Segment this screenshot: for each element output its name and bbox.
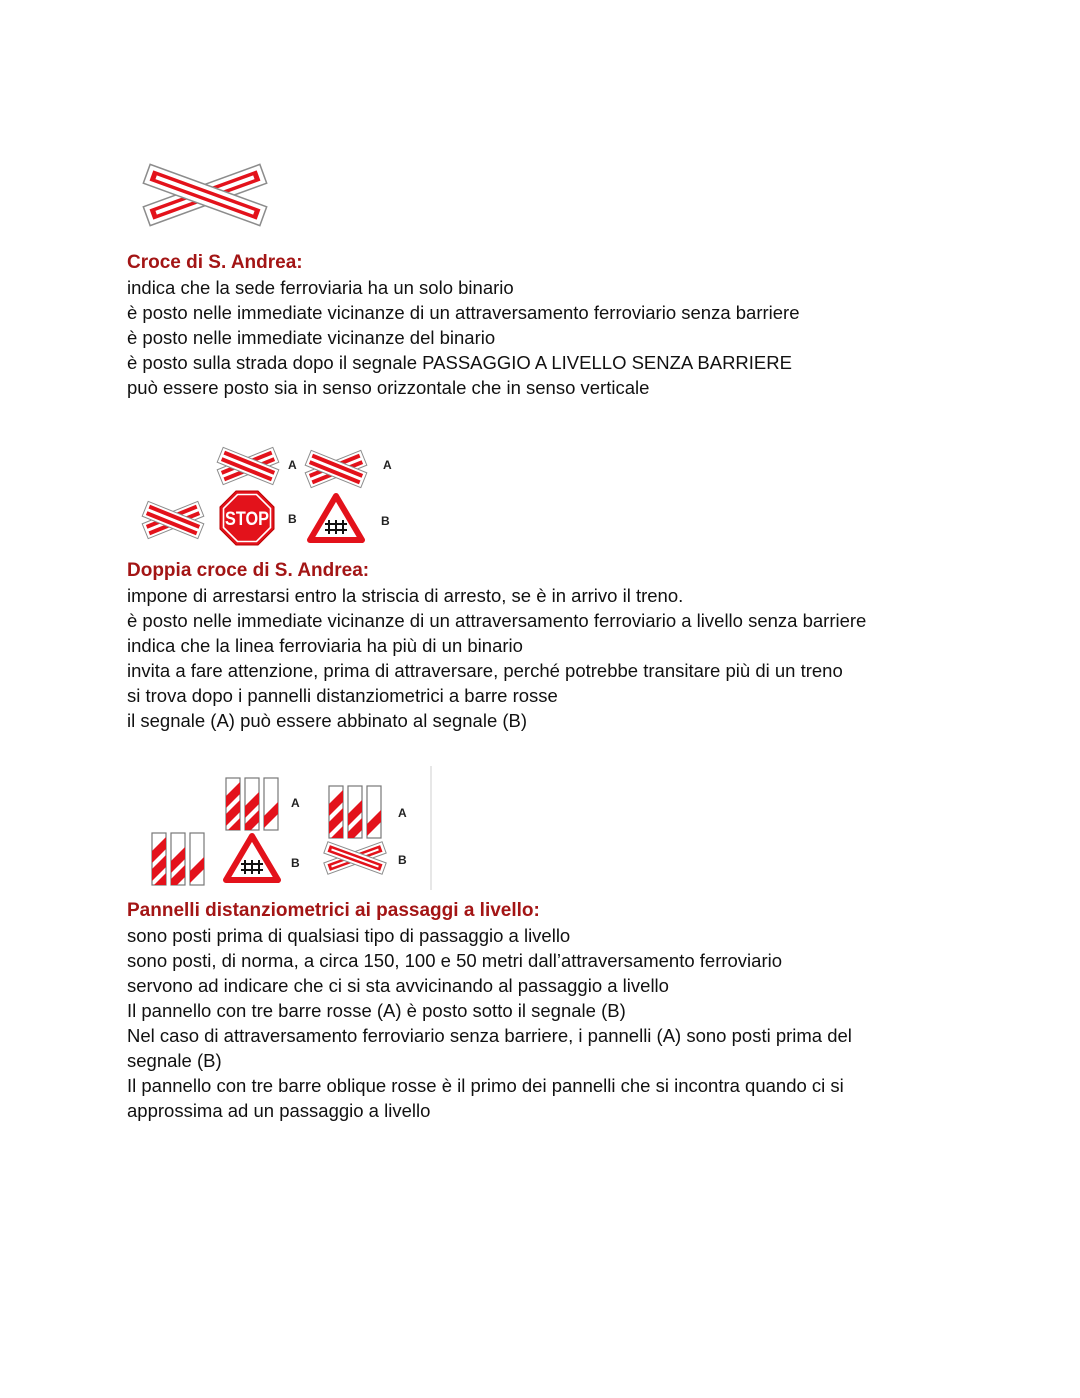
level-crossing-triangle-icon — [310, 496, 362, 540]
text-line: impone di arrestarsi entro la striscia di arresto, se è in arrivo il treno. — [127, 585, 684, 606]
section-title: Pannelli distanziometrici ai passaggi a livello: — [127, 900, 540, 921]
text-line: Nel caso di attraversamento ferroviario senza barriere, i pannelli (A) sono posti prima del — [127, 1025, 852, 1046]
text-line: segnale (B) — [127, 1050, 222, 1071]
distance-panels-figure — [146, 766, 438, 892]
text-line: servono ad indicare che ci si sta avvicinando al passaggio a livello — [127, 975, 669, 996]
text-line: può essere posto sia in senso orizzontale che in senso verticale — [127, 377, 650, 398]
label-b: B — [398, 853, 407, 867]
label-b: B — [291, 856, 300, 870]
text-line: è posto nelle immediate vicinanze di un attraversamento ferroviario senza barriere — [127, 302, 800, 323]
st-andrew-cross-icon — [324, 842, 386, 874]
section-doppia-croce — [127, 558, 866, 733]
section-croce-sant-andrea — [127, 250, 800, 400]
label-a: A — [383, 458, 392, 472]
section-title: Doppia croce di S. Andrea: — [127, 560, 370, 581]
section-title: Croce di S. Andrea: — [127, 252, 303, 273]
text-line: il segnale (A) può essere abbinato al segnale (B) — [127, 710, 528, 731]
double-cross-icon — [217, 447, 279, 484]
st-andrew-cross-figure — [140, 158, 270, 232]
label-b: B — [288, 512, 297, 526]
text-line: è posto nelle immediate vicinanze del binario — [127, 327, 496, 348]
text-line: Il pannello con tre barre oblique rosse è il primo dei pannelli che si incontra quando ci si — [127, 1075, 844, 1096]
label-a: A — [398, 806, 407, 820]
label-a: A — [291, 796, 300, 810]
stop-sign-icon — [220, 491, 274, 545]
double-cross-icon — [142, 501, 204, 538]
double-cross-figure — [138, 436, 398, 552]
text-line: indica che la sede ferroviaria ha un solo binario — [127, 277, 514, 298]
section-pannelli-distanziometrici — [127, 898, 852, 1123]
label-b: B — [381, 514, 390, 528]
text-line: invita a fare attenzione, prima di attraversare, perché potrebbe transitare più di un treno — [127, 660, 843, 681]
text-line: sono posti, di norma, a circa 150, 100 e 50 metri dall’attraversamento ferroviario — [127, 950, 783, 971]
text-line: indica che la linea ferroviaria ha più di un binario — [127, 635, 523, 656]
text-line: approssima ad un passaggio a livello — [127, 1100, 431, 1121]
text-line: sono posti prima di qualsiasi tipo di passaggio a livello — [127, 925, 571, 946]
double-cross-icon — [305, 450, 367, 487]
distance-panel-set — [152, 833, 204, 892]
level-crossing-triangle-icon — [226, 836, 278, 880]
text-line: Il pannello con tre barre rosse (A) è posto sotto il segnale (B) — [127, 1000, 626, 1021]
text-line: si trova dopo i pannelli distanziometrici a barre rosse — [127, 685, 558, 706]
distance-panel-set — [329, 786, 381, 852]
text-line: è posto sulla strada dopo il segnale PASSAGGIO A LIVELLO SENZA BARRIERE — [127, 352, 792, 373]
label-a: A — [288, 458, 297, 472]
st-andrew-cross-icon — [143, 164, 266, 225]
text-line: è posto nelle immediate vicinanze di un attraversamento ferroviario a livello senza barriere — [127, 610, 867, 631]
stop-sign-text: STOP — [225, 509, 270, 530]
